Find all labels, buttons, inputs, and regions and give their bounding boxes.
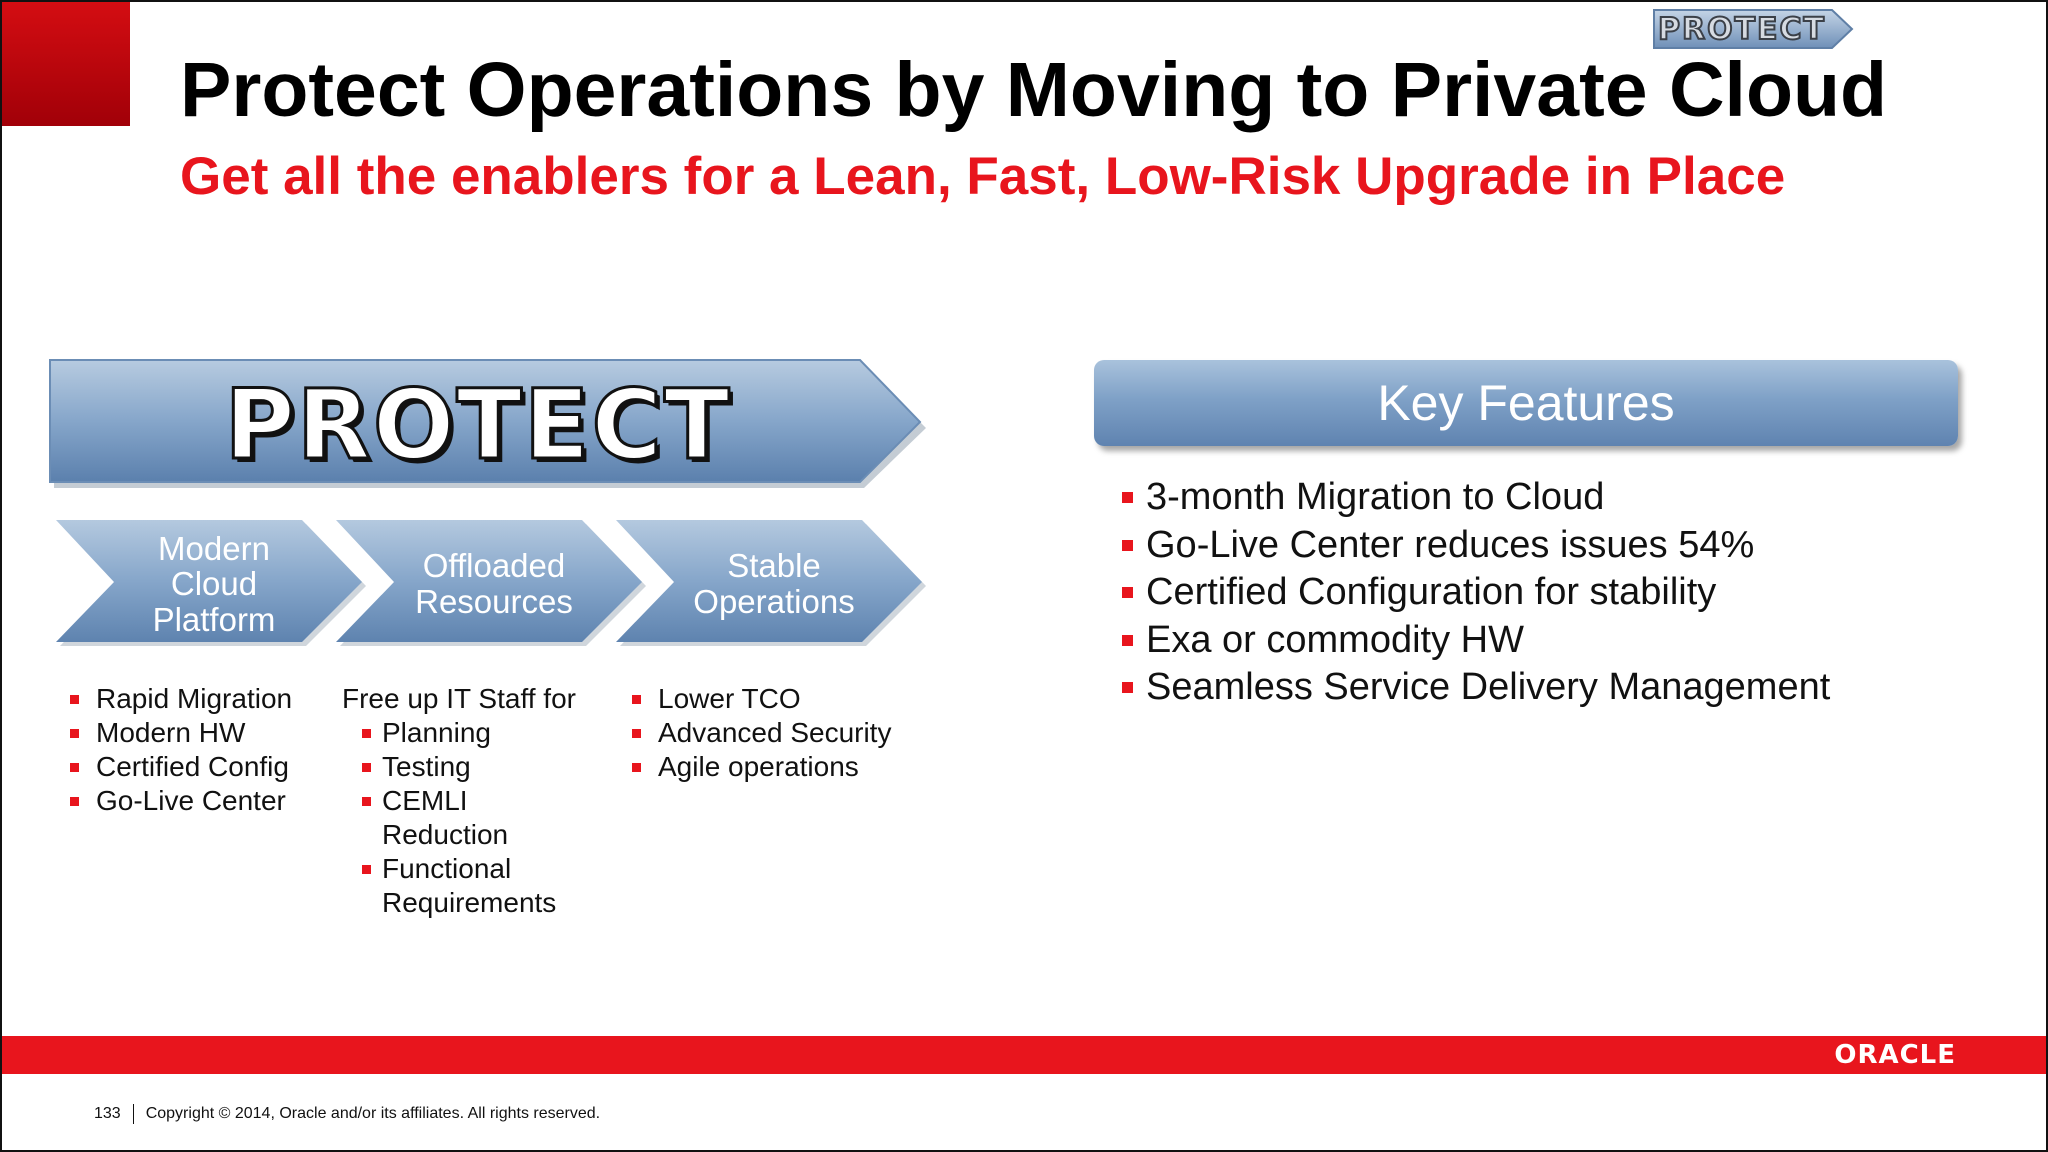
badge-label: PROTECT xyxy=(1657,11,1827,47)
oracle-logo: ORACLE xyxy=(1834,1040,1956,1070)
step-label: Stable Operations xyxy=(693,547,855,620)
list-item: Testing xyxy=(362,750,582,784)
footer xyxy=(94,1104,600,1124)
key-features-list xyxy=(1122,474,1830,712)
list-item: 3-month Migration to Cloud xyxy=(1122,474,1830,522)
column-stable-operations xyxy=(632,682,891,784)
list-item: Go-Live Center reduces issues 54% xyxy=(1122,522,1830,570)
list-item: Go-Live Center xyxy=(70,784,292,818)
protect-arrow-label: PROTECT xyxy=(224,369,732,481)
column-modern-cloud-platform xyxy=(70,682,292,818)
list-item: Certified Config xyxy=(70,750,292,784)
column-offloaded-resources xyxy=(342,682,582,920)
key-features-header xyxy=(1094,360,1958,446)
list-item: Certified Configuration for stability xyxy=(1122,569,1830,617)
key-features-title: Key Features xyxy=(1377,375,1675,431)
list-item: Planning xyxy=(362,716,582,750)
corner-red-block xyxy=(2,2,130,126)
list-item: Seamless Service Delivery Management xyxy=(1122,664,1830,712)
list-item: CEMLI Reduction xyxy=(362,784,502,852)
footer-red-band xyxy=(2,1036,2046,1074)
protect-badge xyxy=(1652,6,1856,52)
list-item: Modern HW xyxy=(70,716,292,750)
page-title: Protect Operations by Moving to Private Cloud xyxy=(180,47,1888,133)
step-chevron-stable-operations xyxy=(616,518,930,650)
list-item: Advanced Security xyxy=(632,716,891,750)
column-intro: Free up IT Staff for xyxy=(342,683,576,714)
list-item: Agile operations xyxy=(632,750,891,784)
step-label: Modern Cloud Platform xyxy=(152,529,276,638)
page-number: 133 xyxy=(94,1105,121,1122)
step-chevron-modern-cloud-platform xyxy=(56,518,370,650)
protect-arrow xyxy=(48,358,932,492)
step-label: Offloaded Resources xyxy=(415,547,573,620)
copyright-text: Copyright © 2014, Oracle and/or its affiliates. All rights reserved. xyxy=(145,1105,601,1122)
step-chevron-offloaded-resources xyxy=(336,518,650,650)
footer-divider xyxy=(133,1104,134,1124)
page-subtitle: Get all the enablers for a Lean, Fast, Low-Risk Upgrade in Place xyxy=(180,147,1786,206)
list-item: Exa or commodity HW xyxy=(1122,617,1830,665)
list-item: Functional Requirements xyxy=(362,852,582,920)
list-item: Rapid Migration xyxy=(70,682,292,716)
list-item: Lower TCO xyxy=(632,682,891,716)
